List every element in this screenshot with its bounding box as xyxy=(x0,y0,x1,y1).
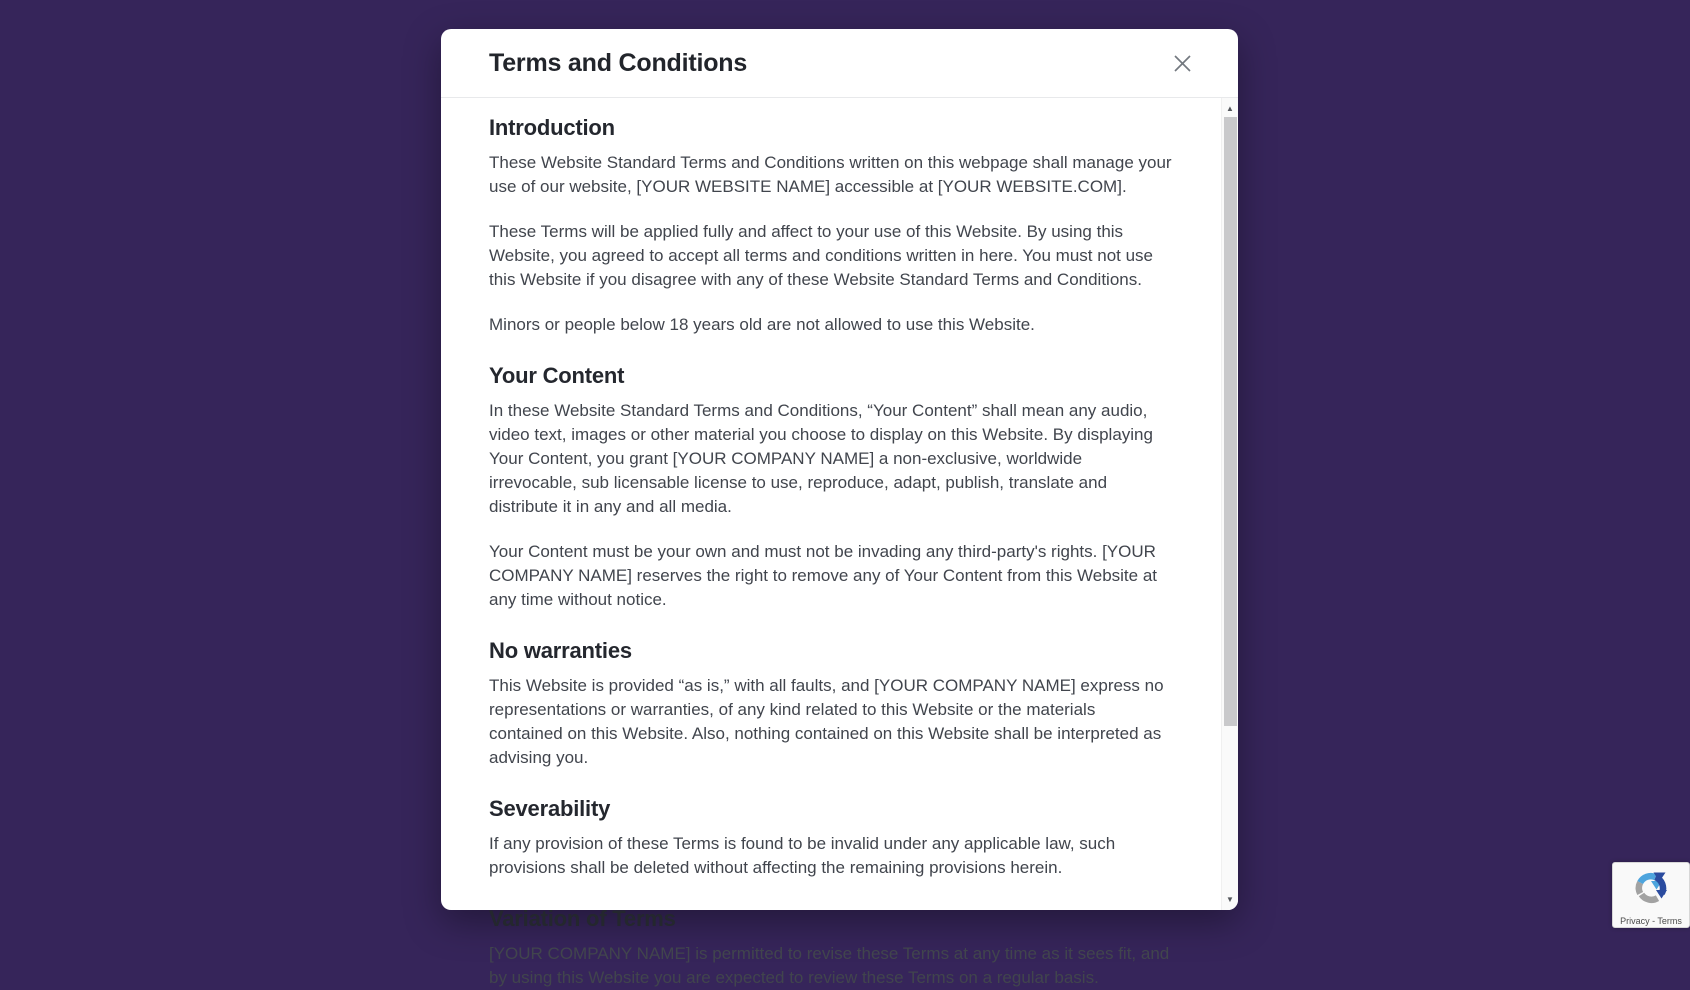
terms-content xyxy=(441,98,1238,990)
recaptcha-badge[interactable] xyxy=(1612,862,1690,928)
section-heading-no-warranties: No warranties xyxy=(489,638,632,663)
paragraph: If any provision of these Terms is found to be invalid under any applicable law, such provisions shall be deleted without affecting the remaining provisions herein. xyxy=(489,834,1116,877)
section-heading-variation-of-terms: Variation of Terms xyxy=(489,906,676,931)
modal-header xyxy=(441,29,1238,98)
section-heading-severability: Severability xyxy=(489,796,611,821)
section-heading-introduction: Introduction xyxy=(489,115,615,140)
close-button[interactable] xyxy=(1167,48,1197,78)
terms-and-conditions-modal xyxy=(441,29,1238,987)
recaptcha-logo-icon xyxy=(1631,868,1671,913)
vertical-scrollbar[interactable] xyxy=(1221,98,1238,910)
paragraph: These Terms will be applied fully and affect to your use of this Website. By using this Website, you agreed to accept all terms and conditions written in here. You must not use this Website if you disagree with any of these Website Standard Terms and Conditions. xyxy=(489,222,1154,289)
paragraph: Your Content must be your own and must not be invading any third-party's rights. [YOUR COMPANY NAME] reserves the right to remove any of Your Content from this Website at any time without notice. xyxy=(489,542,1158,609)
paragraph: These Website Standard Terms and Conditions written on this webpage shall manage your use of our website, [YOUR WEBSITE NAME] accessible at [YOUR WEBSITE.COM]. xyxy=(489,153,1172,196)
recaptcha-privacy-terms-link[interactable]: Privacy - Terms xyxy=(1620,916,1682,926)
close-icon xyxy=(1173,54,1192,73)
scroll-down-arrow-icon[interactable]: ▼ xyxy=(1226,895,1234,904)
paragraph: In these Website Standard Terms and Conditions, “Your Content” shall mean any audio, video text, images or other material you choose to display on this Website. By displaying Your Content, you grant [YOUR COMPANY NAME] a non-exclusive, worldwide irrevocable, sub licensable license to use, reproduce, adapt, publish, translate and distribute it in any and all media. xyxy=(489,401,1153,516)
section-heading-your-content: Your Content xyxy=(489,363,625,388)
modal-scroll-area xyxy=(441,98,1238,987)
paragraph: This Website is provided “as is,” with all faults, and [YOUR COMPANY NAME] express no representations or warranties, of any kind related to this Website or the materials contained on this Website. Also, nothing contained on this Website shall be interpreted as advising you. xyxy=(489,676,1164,767)
paragraph: Minors or people below 18 years old are not allowed to use this Website. xyxy=(489,315,1035,334)
paragraph: [YOUR COMPANY NAME] is permitted to revise these Terms at any time as it sees fit, and by using this Website you are expected to review these Terms on a regular basis. xyxy=(489,944,1170,987)
scrollbar-thumb[interactable] xyxy=(1224,117,1237,726)
modal-title: Terms and Conditions xyxy=(489,48,748,77)
scroll-up-arrow-icon[interactable]: ▲ xyxy=(1226,104,1234,113)
